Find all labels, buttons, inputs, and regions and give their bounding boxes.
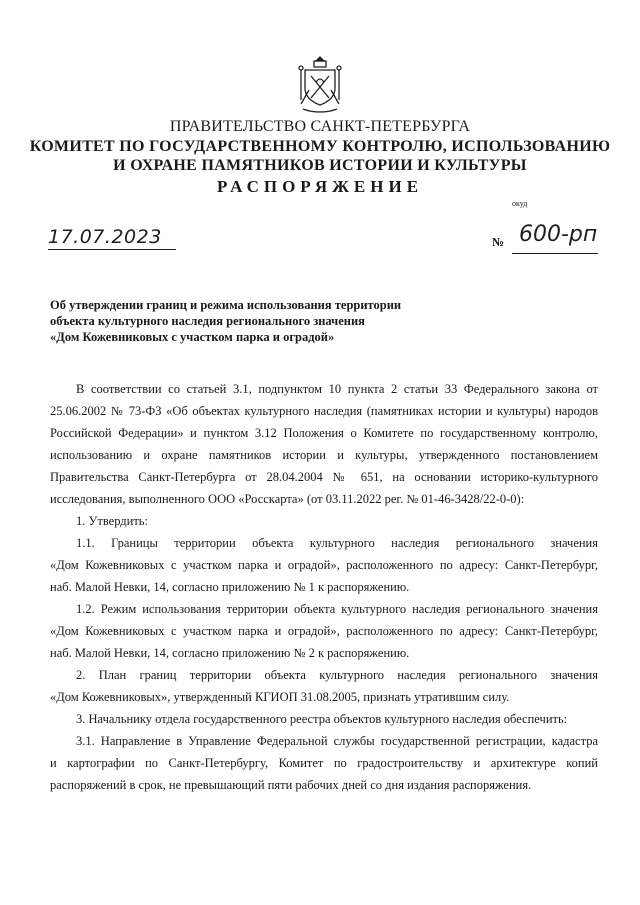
text-line: «Дом Кожевниковых», утвержденный КГИОП 31.08.2005, признать утратившим силу. [50, 690, 510, 704]
text-line: 3.1. Направление в Управление Федеральной службы государственной регистрации, кадастра [76, 734, 598, 748]
text-line: наб. Малой Невки, 14, согласно приложению № 2 к распоряжению. [50, 646, 410, 660]
document-number: 600-рп [519, 222, 598, 247]
paragraph-3-1 [50, 730, 598, 796]
text-line: исследования, выполненного ООО «Росскарта» (от 03.11.2022 рег. № 01-46-3428/22-0-0): [50, 492, 525, 506]
number-underline [512, 253, 598, 254]
text-line: наб. Малой Невки, 14, согласно приложению № 1 к распоряжению. [50, 580, 410, 594]
subject-line-3: «Дом Кожевниковых с участком парка и оградой» [50, 330, 335, 344]
text-line: Российской Федерации» и пунктом 3.12 Положения о Комитете по государственному контролю, [50, 426, 598, 440]
text-line: и картографии по Санкт-Петербургу, Комитет по градостроительству и архитектуре копий [50, 756, 598, 770]
document-type-heading: РАСПОРЯЖЕНИЕ [216, 177, 424, 196]
text-line: 1.2. Режим использования территории объекта культурного наследия регионального значения [76, 602, 598, 616]
text-line: использованию и охране памятников истории и культуры, утвержденного постановлением [50, 448, 598, 462]
text-line: распоряжений в срок, не превышающий пяти рабочих дней со дня издания распоряжения. [50, 778, 532, 792]
number-sign: № [492, 235, 505, 249]
text-line: «Дом Кожевниковых с участком парка и оградой», расположенного по адресу: Санкт-Петербург, [50, 558, 598, 572]
text-line: В соответствии со статьей 3.1, подпунктом 10 пункта 2 статьи 33 Федерального закона от [76, 382, 598, 396]
document-date: 17.07.2023 [48, 226, 176, 250]
committee-title-line-1: КОМИТЕТ ПО ГОСУДАРСТВЕННОМУ КОНТРОЛЮ, ИСПОЛЬЗОВАНИЮ [29, 138, 611, 155]
committee-title [0, 137, 640, 175]
paragraph-1-2 [50, 598, 598, 664]
paragraph-preamble [50, 378, 598, 510]
paragraph-2 [50, 664, 598, 708]
paragraph-3: 3. Начальнику отдела государственного реестра объектов культурного наследия обеспечить: [76, 712, 568, 726]
document-body [50, 378, 598, 796]
document-subject [50, 297, 401, 345]
paragraph-1: 1. Утвердить: [76, 514, 148, 528]
subject-line-2: объекта культурного наследия регионального значения [50, 314, 365, 328]
paragraph-1-1 [50, 532, 598, 598]
subject-line-1: Об утверждении границ и режима использования территории [50, 298, 402, 312]
okud-label: окуд [512, 199, 528, 208]
government-title: ПРАВИТЕЛЬСТВО САНКТ-ПЕТЕРБУРГА [169, 118, 471, 135]
committee-title-line-2: И ОХРАНЕ ПАМЯТНИКОВ ИСТОРИИ И КУЛЬТУРЫ [113, 157, 527, 174]
text-line: 25.06.2002 № 73-ФЗ «Об объектах культурного наследия (памятниках истории и культуры) народов [50, 404, 598, 418]
text-line: «Дом Кожевниковых с участком парка и оградой», расположенного по адресу: Санкт-Петербург, [50, 624, 598, 638]
text-line: Правительства Санкт-Петербурга от 28.04.2004 № 651, на основании историко-культурного [50, 470, 598, 484]
coat-of-arms-emblem [297, 54, 343, 114]
text-line: 1.1. Границы территории объекта культурного наследия регионального значения [76, 536, 598, 550]
text-line: 2. План границ территории объекта культурного наследия регионального значения [76, 668, 598, 682]
